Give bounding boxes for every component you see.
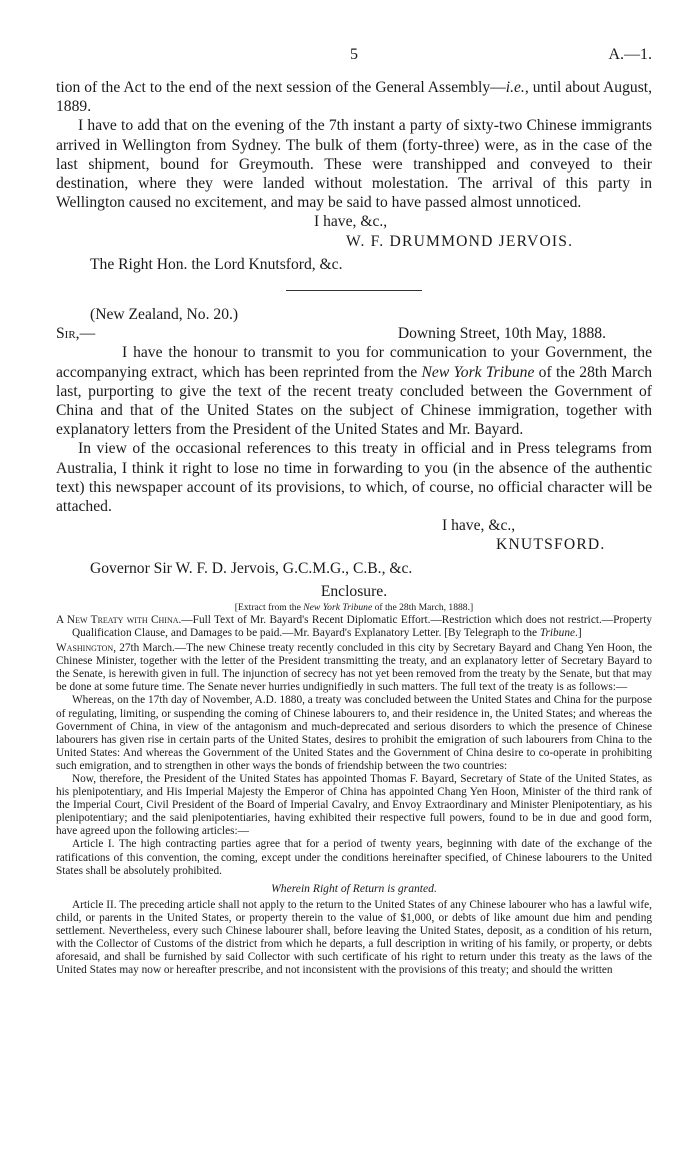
letter2-signature: KNUTSFORD. [496, 536, 606, 554]
treaty-article-1: Article I. The high contracting parties agree that for a period of twenty years, beginning with date of the exchange of the ratifications of this convention, the coming, except under the conditions hereinafter specified, of Chinese labourers to the United States shall be absolutely prohibited. [56, 838, 652, 877]
enclosure-title: Enclosure. [320, 582, 388, 600]
letter1-addressee: The Right Hon. the Lord Knutsford, &c. [90, 255, 343, 273]
letter1-closing: I have, &c., [314, 213, 388, 231]
section-divider [286, 290, 422, 291]
salutation: Sir,— [56, 325, 96, 343]
treaty-article-2: Article II. The preceding article shall not apply to the return to the United States of any Chinese labourer who has a lawful wife, child, or parents in the United States, or property therein to the value of $1,000, or debts of like amount due him and pending settlement. Nevertheless, every such Chinese labourer shall, before leaving the United States, deposit, as a condition of his return, with the Collector of Customs of the district from which he departs, a full description in writing of his family, or property, or debts aforesaid, and shall be furnished by said Collector with such certificate of his right to return under this treaty as the laws of the United States may now or hereafter prescribe, and not inconsistent with the provisions of this treaty; and should the written [56, 898, 652, 977]
treaty-preamble-now: Now, therefore, the President of the United States has appointed Thomas F. Bayard, Secretary of State of the United States, as his plenipotentiary, and His Imperial Majesty the Emperor of China has appointed Chang Yen Hoon, Minister of the third rank of the Imperial Court, Civil President of the Board of Imperial Cavalry, and Envoy Extraordinary and Minister Plenipotentiary, as his plenipotentiary; and the said plenipotentiaries, having exhibited their respective full powers, found to be in due and good form, have agreed upon the following articles:— [56, 773, 652, 838]
page-number: 5 [350, 46, 358, 63]
enclosure [56, 582, 652, 977]
letter2-addressee: Governor Sir W. F. D. Jervois, G.C.M.G., C.B., &c. [90, 559, 413, 577]
page-header [56, 46, 652, 68]
letter1-paragraph-1: tion of the Act to the end of the next session of the General Assembly—i.e., until about August, 1889. [56, 79, 653, 116]
letter2-paragraph-1: I have the honour to transmit to you for communication to your Government, the accompanying extract, which has been reprinted from the New York Tribune of the 28th March last, purporting to give the text of the recent treaty concluded between the Government of China and that of the United States on the subject of Chinese immigration, together with explanatory letters from the President of the United States and Mr. Bayard. [56, 344, 652, 439]
letter-knutsford [56, 305, 652, 578]
letter1-signature: W. F. DRUMMOND JERVOIS. [346, 232, 574, 250]
document-reference: A.—1. [608, 46, 652, 63]
page-content [56, 78, 652, 977]
letter1-paragraph-2: I have to add that on the evening of the 7th instant a party of sixty-two Chinese immigrants arrived in Wellington from Sydney. The bulk of them (forty-three) were, as in the case of the last shipment, bound for Greymouth. These were transhipped and conveyed to their destination, where they were landed without molestation. The arrival of this party in Wellington caused no excitement, and may be said to have passed almost unnoticed. [56, 117, 652, 212]
extract-source: [Extract from the New York Tribune of the 28th March, 1888.] [234, 601, 474, 613]
letter2-closing: I have, &c., [442, 517, 516, 535]
salutation-line [56, 324, 652, 343]
despatch-number: (New Zealand, No. 20.) [90, 306, 239, 324]
dispatch-paragraph: Washington, 27th March.—The new Chinese treaty recently concluded in this city by Secretary Bayard and Chang Yen Hoon, the Chinese Minister, together with the letter of the President transmitting the treaty, and an explanatory letter of Secretary Bayard to the Senate, is herewith given in full. The injunction of secrecy has not yet been removed from the treaty by the Senate, but that may be done at some future time. The Senate never hurries undignifiedly in such matters. The full text of the treaty is as follows:— [56, 642, 652, 694]
treaty-preamble-whereas: Whereas, on the 17th day of November, A.D. 1880, a treaty was concluded between the United States and China for the purpose of regulating, limiting, or suspending the coming of Chinese labourers to, and their residence in, the United States; and whereas the Government of China, in view of the antagonism and much-deprecated and serious disorders to which the presence of Chinese labourers has given rise in certain parts of the United States, desires to prohibit the emigration of such labourers from China to the United States: And whereas the Government of the United States and the Government of China desire to co-operate in prohibiting such emigration, and to strengthen in other ways the bonds of friendship between the two countries: [56, 694, 652, 772]
dateline: Downing Street, 10th May, 1888. [397, 325, 606, 343]
treaty-subheading: Wherein Right of Return is granted. [271, 881, 437, 895]
letter-jervois [56, 78, 652, 274]
article-headline: A New Treaty with China.—Full Text of Mr. Bayard's Recent Diplomatic Effort.—Restriction which does not restrict.—Property Qualification Clause, and Damages to be paid.—Mr. Bayard's Explanatory Letter. [By Telegraph to the Tribune.] [56, 613, 653, 639]
letter2-paragraph-2: In view of the occasional references to this treaty in official and in Press telegrams from Australia, I think it right to lose no time in forwarding to you (in the absence of the authentic text) this newspaper account of its provisions, to which, of course, no official character will be attached. [56, 440, 652, 516]
